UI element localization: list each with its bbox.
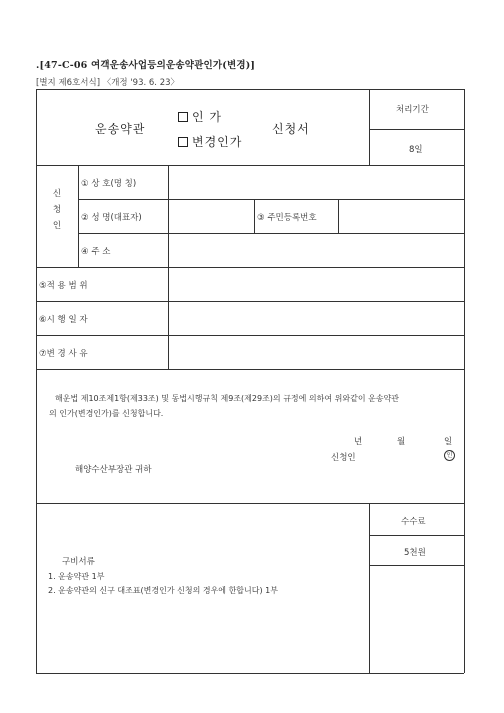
approval-checkbox[interactable] <box>178 112 188 122</box>
seal-mark[interactable]: 인 <box>444 450 455 461</box>
company-name-field[interactable] <box>170 167 462 197</box>
id-label-left <box>254 199 255 233</box>
documents-item-1: 1. 운송약관 1부 <box>48 572 105 581</box>
year-label: 년 <box>354 437 363 447</box>
row-divider-1 <box>78 199 464 200</box>
applicant-top-border <box>36 165 464 166</box>
address-label: ④ 주 소 <box>81 247 111 257</box>
documents-item-2: 2. 운송약관의 신구 대조표(변경인가 신청의 경우에 한합니다) 1부 <box>48 586 278 595</box>
documents-title: 구비서류 <box>62 557 95 567</box>
address-field[interactable] <box>170 235 462 265</box>
change-approval-checkbox[interactable] <box>178 137 188 147</box>
change-reason-label: ⑦변 경 사 유 <box>39 349 88 359</box>
form-title-left: 운송약관 <box>95 122 146 136</box>
fee-split <box>369 535 464 536</box>
applicant-signature-label: 신청인 <box>331 453 356 463</box>
month-label: 월 <box>397 437 406 447</box>
resident-number-field[interactable] <box>340 201 462 231</box>
representative-label: ② 성 명(대표자) <box>81 213 142 223</box>
declaration-line-1: 해운법 제10조제1항(제33조) 및 동법시행규칙 제9조(제29조)의 규정에 의하여 위와같이 운송약관 <box>55 394 400 403</box>
reason-divider <box>168 335 169 369</box>
id-label-right <box>338 199 339 233</box>
table-top-border <box>36 89 464 90</box>
scope-label: ⑤적 용 범 위 <box>39 281 88 291</box>
declaration-line-2: 의 인가(변경인가)를 신청합니다. <box>49 409 164 418</box>
processing-divider <box>369 89 370 165</box>
documents-top-border <box>36 503 464 504</box>
change-reason-field[interactable] <box>170 337 462 367</box>
representative-field[interactable] <box>170 201 252 231</box>
resident-number-label: ③ 주민등록번호 <box>257 213 317 223</box>
row-divider-5 <box>36 335 464 336</box>
row-divider-3 <box>36 267 464 268</box>
row-divider-6 <box>36 369 464 370</box>
effective-date-field[interactable] <box>170 303 462 333</box>
row-divider-2 <box>78 233 464 234</box>
scope-field[interactable] <box>170 269 462 299</box>
label-column-divider <box>168 165 169 335</box>
fee-bottom <box>369 565 464 566</box>
table-bottom-border <box>36 673 464 674</box>
processing-period-value: 8일 <box>409 145 423 155</box>
option-approval: 인 가 <box>178 108 222 125</box>
applicant-group-label: 신 청 인 <box>52 189 62 231</box>
effective-date-label: ⑥시 행 일 자 <box>39 315 88 325</box>
row-divider-4 <box>36 301 464 302</box>
fee-value: 5천원 <box>404 548 426 558</box>
processing-period-label: 처리기간 <box>396 105 429 115</box>
form-title-right: 신청서 <box>272 122 310 136</box>
processing-split <box>369 129 464 130</box>
document-title: .[47-C-06 여객운송사업등의운송약관인가(변경)] <box>36 60 256 71</box>
company-name-label: ① 상 호(명 칭) <box>81 179 137 189</box>
addressee: 해양수산부장관 귀하 <box>75 465 152 475</box>
form-number: [별지 제6호서식] 〈개정 '93. 6. 23〉 <box>36 78 180 88</box>
option-change-approval: 변경인가 <box>178 133 242 150</box>
table-right-border <box>464 89 465 673</box>
fee-divider <box>369 503 370 673</box>
fee-label: 수수료 <box>401 517 426 527</box>
applicant-group-divider <box>78 165 79 267</box>
day-label: 일 <box>444 437 453 447</box>
table-left-border <box>36 89 37 673</box>
